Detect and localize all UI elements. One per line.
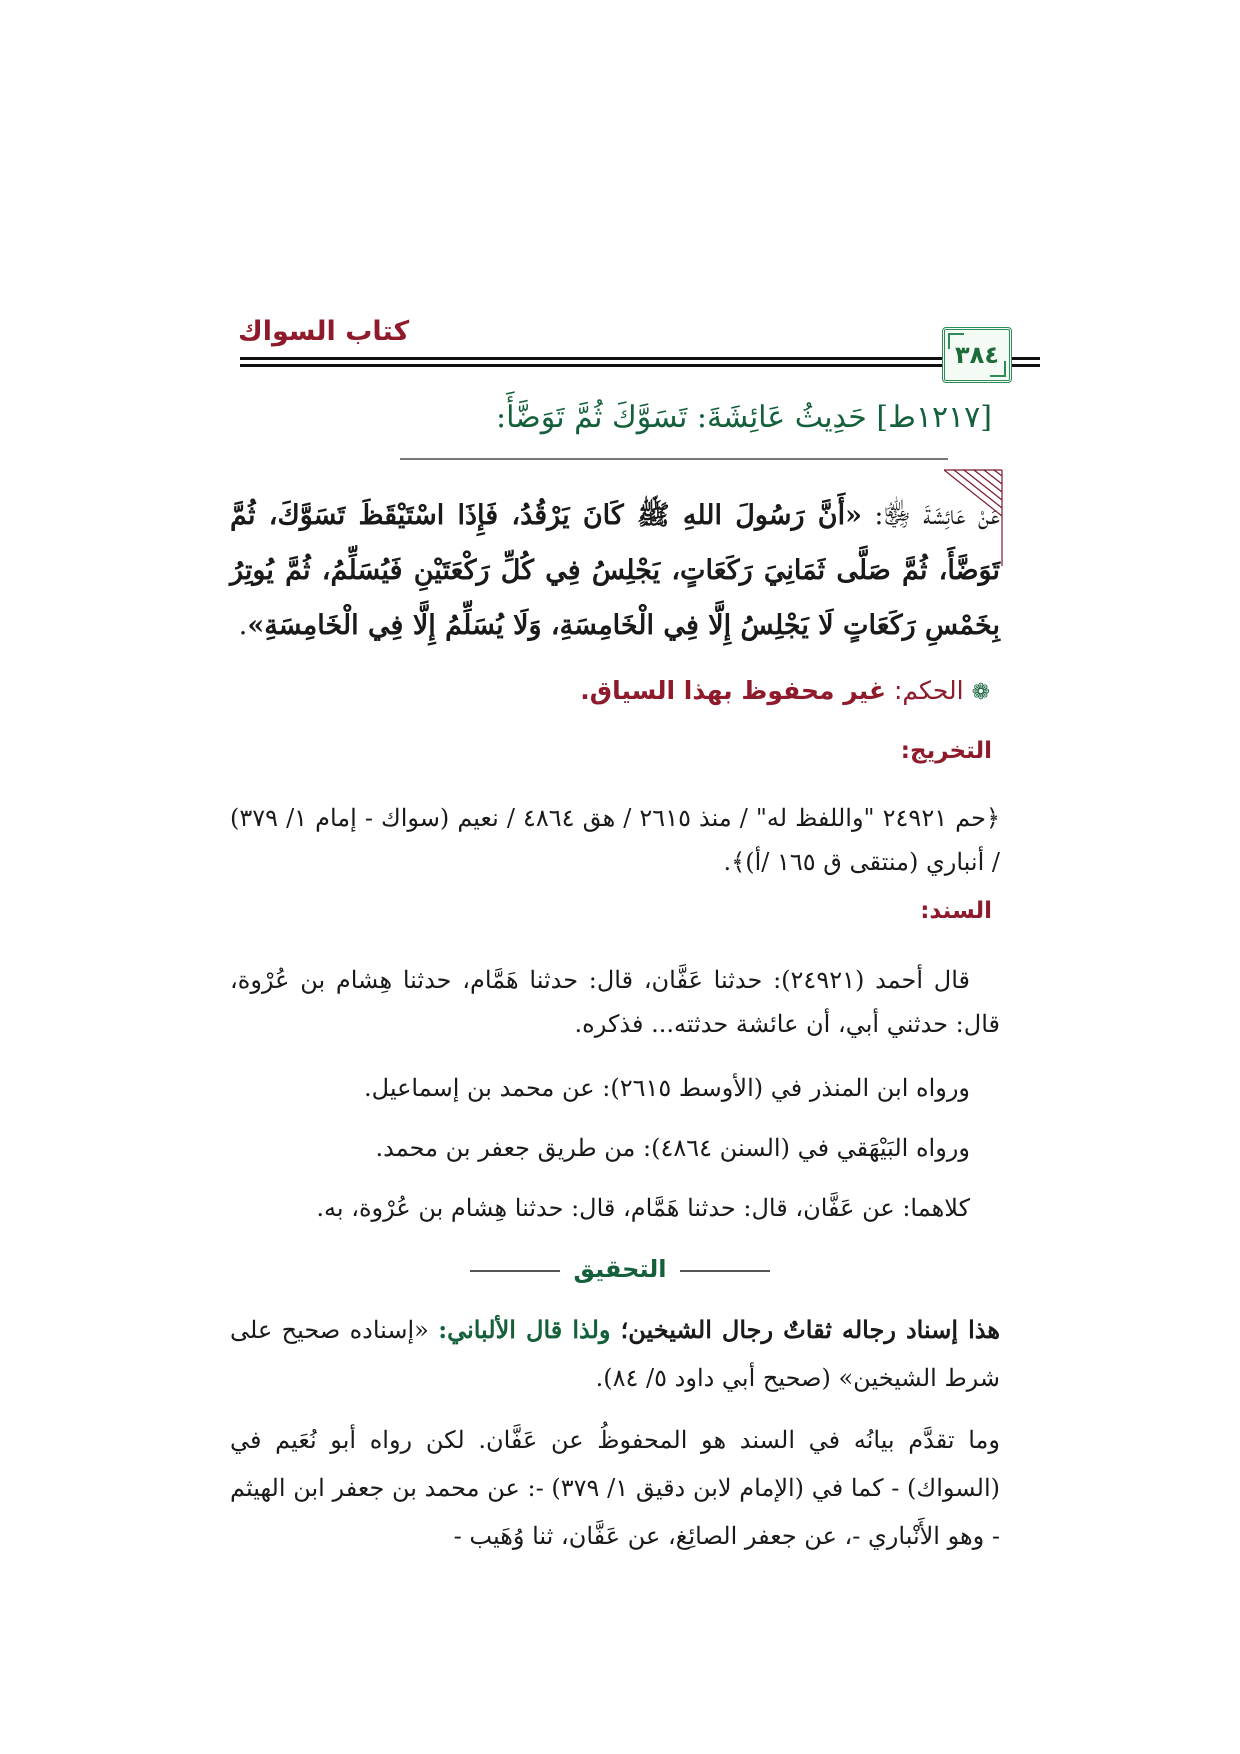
tahqiq-p1-rest: «إسناده صحيح على شرط الشيخين» (صحيح أبي داود ٥/ ٨٤). <box>230 1316 1000 1392</box>
sanad-paragraph-3: ورواه البَيْهَقي في (السنن ٤٨٦٤): من طريق جعفر بن محمد. <box>375 1134 970 1162</box>
tahqiq-paragraph-1 <box>230 1306 1000 1402</box>
tahqiq-p1-green: ولذا قال الألباني: <box>438 1315 621 1344</box>
tahqiq-p1-bold: هذا إسناد رجاله ثقاتٌ رجال الشيخين؛ <box>620 1315 1000 1344</box>
header-rule-bottom <box>240 364 1016 367</box>
ruling-line <box>580 676 990 705</box>
sanad-paragraph-1: قال أحمد (٢٤٩٢١): حدثنا عَفَّان، قال: حدثنا هَمَّام، حدثنا هِشام بن عُرْوة، قال: حدثني أبي، أن عائشة حدثته... فذكره. <box>230 966 1000 1038</box>
takhrij-label: التخريج: <box>900 738 992 764</box>
tahqiq-label: التحقيق <box>573 1255 667 1283</box>
ruling-value: غير محفوظ بهذا السياق. <box>580 676 887 705</box>
page-number: ٣٨٤ <box>955 341 999 369</box>
heading-underline <box>400 458 948 460</box>
header-rule-right <box>1014 357 1040 360</box>
ruling-label: الحكم: <box>893 676 964 705</box>
hadith-end: . <box>238 610 248 641</box>
flower-icon: ❁ <box>971 680 990 705</box>
hadith-heading: [١٢١٧ط] حَدِيثُ عَائِشَةَ: تَسَوَّكَ ثُمَّ تَوَضَّأَ: <box>496 400 992 435</box>
hadith-quote: «أَنَّ رَسُولَ اللهِ ﷺ كَانَ يَرْقُدُ، فَإِذَا اسْتَيْقَظَ تَسَوَّكَ، ثُمَّ تَوَضَّأَ، ثُمَّ صَلَّى ثَمَانِيَ رَكَعَاتٍ، يَجْلِسُ فِي كُلِّ رَكْعَتَيْنِ فَيُسَلِّمُ، ثُمَّ يُوتِرُ بِخَمْسِ رَكَعَاتٍ لَا يَجْلِسُ إِلَّا فِي الْخَامِسَةِ، وَلَا يُسَلِّمُ إِلَّا فِي الْخَامِسَةِ» <box>230 500 1000 641</box>
page-number-badge <box>942 327 1012 383</box>
header-rule-right-2 <box>1014 364 1040 367</box>
tahqiq-paragraph-2: وما تقدَّم بيانُه في السند هو المحفوظُ عن عَفَّان. لكن رواه أبو نُعَيم في (السواك) - كما في (الإمام لابن دقيق ١/ ٣٧٩) -: عن محمد بن جعفر ابن الهيثم - وهو الأَنْباري -، عن جعفر الصائِغ، عن عَفَّان، ثنا وُهَيب - <box>230 1426 1001 1550</box>
hadith-text <box>230 488 1000 653</box>
header-rule-top <box>240 357 1016 360</box>
sanad-label: السند: <box>920 898 992 924</box>
tahqiq-divider <box>470 1255 770 1285</box>
sanad-paragraph-4: كلاهما: عن عَفَّان، قال: حدثنا هَمَّام، قال: حدثنا هِشام بن عُرْوة، به. <box>316 1194 970 1222</box>
book-title: كتاب السواك <box>238 316 410 347</box>
sanad-paragraph-2: ورواه ابن المنذر في (الأوسط ٢٦١٥): عن محمد بن إسماعيل. <box>364 1074 970 1102</box>
hadith-narrator: عَنْ عَائِشَةَ ﵂: <box>861 500 1000 531</box>
takhrij-text: ﴿حم ٢٤٩٢١ "واللفظ له" / منذ ٢٦١٥ / هق ٤٨٦٤ / نعيم (سواك - إمام ١/ ٣٧٩) / أنباري (منتقى ق ١٦٥ /أ)﴾. <box>230 804 1001 876</box>
